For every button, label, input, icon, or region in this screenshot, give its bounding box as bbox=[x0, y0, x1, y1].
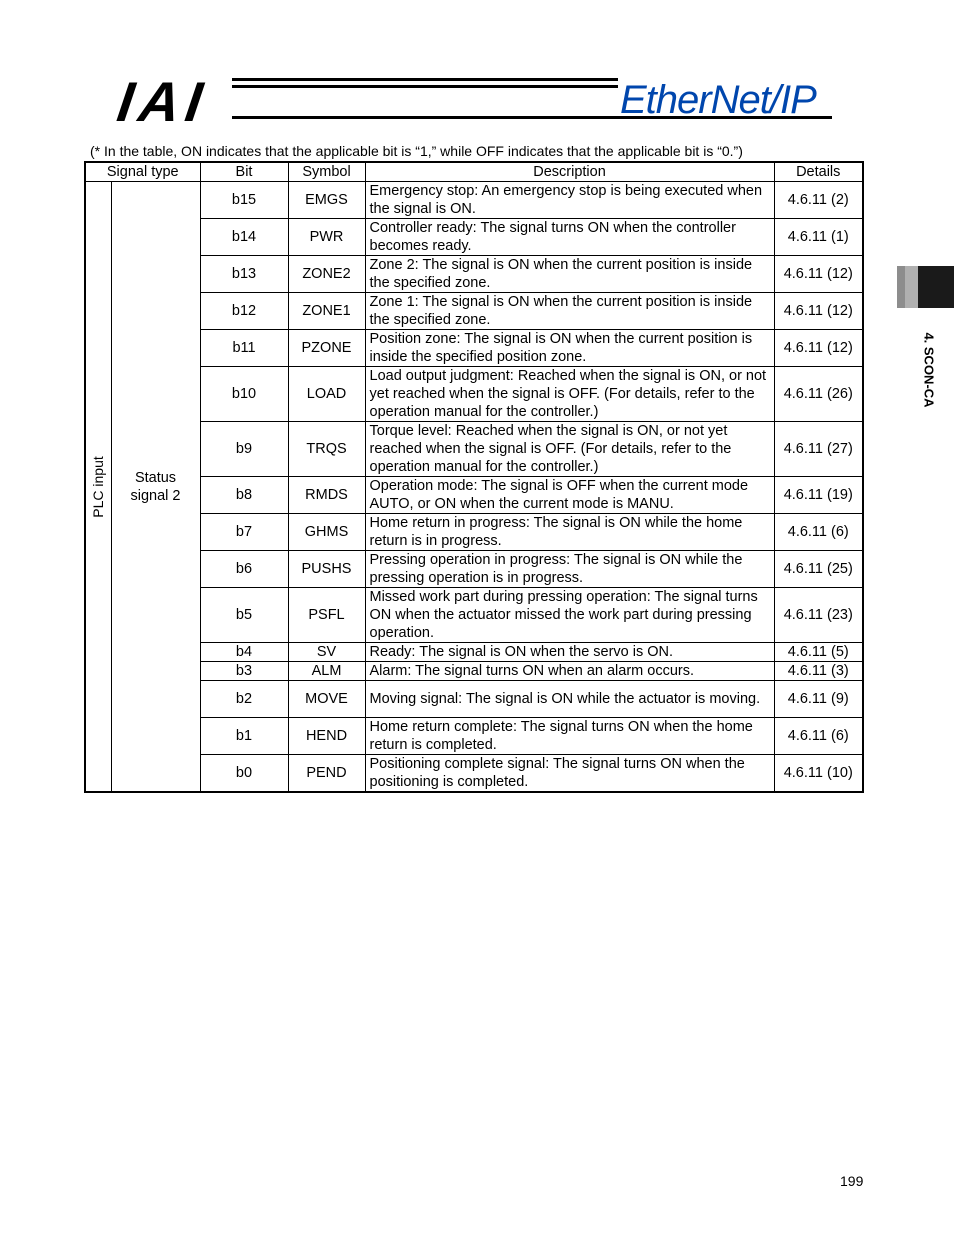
bit-cell: b1 bbox=[200, 718, 288, 755]
column-header-details: Details bbox=[774, 162, 863, 182]
description-cell: Pressing operation in progress: The signal is ON while the pressing operation is in progress. bbox=[365, 551, 774, 588]
details-cell: 4.6.11 (26) bbox=[774, 367, 863, 422]
table-row bbox=[85, 551, 863, 588]
symbol-cell: TRQS bbox=[288, 422, 365, 477]
description-cell: Missed work part during pressing operation: The signal turns ON when the actuator missed the work part during pressing operation. bbox=[365, 588, 774, 643]
description-cell: Zone 2: The signal is ON when the current position is inside the specified zone. bbox=[365, 256, 774, 293]
details-cell: 4.6.11 (23) bbox=[774, 588, 863, 643]
details-cell: 4.6.11 (6) bbox=[774, 514, 863, 551]
details-cell: 4.6.11 (12) bbox=[774, 293, 863, 330]
column-header-description: Description bbox=[365, 162, 774, 182]
details-cell: 4.6.11 (10) bbox=[774, 755, 863, 793]
header-rule bbox=[232, 85, 618, 88]
bit-cell: b8 bbox=[200, 477, 288, 514]
signal-category-cell bbox=[85, 182, 111, 793]
description-cell: Torque level: Reached when the signal is ON, or not yet reached when the signal is OFF. (For details, refer to the operation manual for the controller.) bbox=[365, 422, 774, 477]
bit-cell: b14 bbox=[200, 219, 288, 256]
details-cell: 4.6.11 (25) bbox=[774, 551, 863, 588]
symbol-cell: RMDS bbox=[288, 477, 365, 514]
ethernet-ip-title: EtherNet/IP bbox=[620, 78, 816, 122]
symbol-cell: PZONE bbox=[288, 330, 365, 367]
details-cell: 4.6.11 (2) bbox=[774, 182, 863, 219]
description-cell: Emergency stop: An emergency stop is being executed when the signal is ON. bbox=[365, 182, 774, 219]
table-note: (* In the table, ON indicates that the applicable bit is “1,” while OFF indicates that the applicable bit is “0.”) bbox=[90, 143, 743, 159]
description-cell: Positioning complete signal: The signal turns ON when the positioning is completed. bbox=[365, 755, 774, 793]
symbol-cell: HEND bbox=[288, 718, 365, 755]
table-row bbox=[85, 662, 863, 681]
symbol-cell: LOAD bbox=[288, 367, 365, 422]
details-cell: 4.6.11 (9) bbox=[774, 681, 863, 718]
page-number: 199 bbox=[840, 1173, 864, 1189]
symbol-cell: PWR bbox=[288, 219, 365, 256]
bit-cell: b12 bbox=[200, 293, 288, 330]
bit-cell: b13 bbox=[200, 256, 288, 293]
details-cell: 4.6.11 (1) bbox=[774, 219, 863, 256]
symbol-cell: ZONE2 bbox=[288, 256, 365, 293]
details-cell: 4.6.11 (12) bbox=[774, 256, 863, 293]
table-row bbox=[85, 422, 863, 477]
header-rule bbox=[232, 78, 618, 81]
symbol-cell: MOVE bbox=[288, 681, 365, 718]
symbol-cell: PUSHS bbox=[288, 551, 365, 588]
description-cell: Home return in progress: The signal is ON while the home return is in progress. bbox=[365, 514, 774, 551]
table-row bbox=[85, 755, 863, 793]
details-cell: 4.6.11 (19) bbox=[774, 477, 863, 514]
signal-group-cell: Status signal 2 bbox=[111, 182, 200, 793]
column-header-bit: Bit bbox=[200, 162, 288, 182]
side-tab-gray-light bbox=[905, 266, 919, 308]
description-cell: Ready: The signal is ON when the servo is ON. bbox=[365, 643, 774, 662]
bit-cell: b3 bbox=[200, 662, 288, 681]
bit-cell: b7 bbox=[200, 514, 288, 551]
details-cell: 4.6.11 (3) bbox=[774, 662, 863, 681]
description-cell: Alarm: The signal turns ON when an alarm occurs. bbox=[365, 662, 774, 681]
table-body bbox=[85, 182, 863, 793]
symbol-cell: SV bbox=[288, 643, 365, 662]
description-cell: Load output judgment: Reached when the signal is ON, or not yet reached when the signal is OFF. (For details, refer to the operation manual for the controller.) bbox=[365, 367, 774, 422]
description-cell: Controller ready: The signal turns ON when the controller becomes ready. bbox=[365, 219, 774, 256]
table-row bbox=[85, 643, 863, 662]
table-row bbox=[85, 477, 863, 514]
bit-cell: b6 bbox=[200, 551, 288, 588]
symbol-cell: PEND bbox=[288, 755, 365, 793]
description-cell: Moving signal: The signal is ON while the actuator is moving. bbox=[365, 681, 774, 718]
column-header-symbol: Symbol bbox=[288, 162, 365, 182]
bit-cell: b4 bbox=[200, 643, 288, 662]
iai-logo: IAI bbox=[113, 70, 213, 133]
table-header-row bbox=[85, 162, 863, 182]
table-row bbox=[85, 256, 863, 293]
table-row bbox=[85, 681, 863, 718]
bit-cell: b5 bbox=[200, 588, 288, 643]
details-cell: 4.6.11 (27) bbox=[774, 422, 863, 477]
symbol-cell: GHMS bbox=[288, 514, 365, 551]
table-row bbox=[85, 367, 863, 422]
table-row bbox=[85, 182, 863, 219]
table-row bbox=[85, 219, 863, 256]
table-row bbox=[85, 514, 863, 551]
description-cell: Home return complete: The signal turns ON when the home return is completed. bbox=[365, 718, 774, 755]
details-cell: 4.6.11 (5) bbox=[774, 643, 863, 662]
bit-cell: b2 bbox=[200, 681, 288, 718]
details-cell: 4.6.11 (6) bbox=[774, 718, 863, 755]
description-cell: Position zone: The signal is ON when the current position is inside the specified position zone. bbox=[365, 330, 774, 367]
details-cell: 4.6.11 (12) bbox=[774, 330, 863, 367]
column-header-signal-type: Signal type bbox=[85, 162, 200, 182]
table-row bbox=[85, 718, 863, 755]
bit-cell: b15 bbox=[200, 182, 288, 219]
bit-cell: b9 bbox=[200, 422, 288, 477]
symbol-cell: ALM bbox=[288, 662, 365, 681]
symbol-cell: ZONE1 bbox=[288, 293, 365, 330]
table-row bbox=[85, 588, 863, 643]
symbol-cell: EMGS bbox=[288, 182, 365, 219]
description-cell: Operation mode: The signal is OFF when the current mode AUTO, or ON when the current mode is MANU. bbox=[365, 477, 774, 514]
symbol-cell: PSFL bbox=[288, 588, 365, 643]
bit-cell: b0 bbox=[200, 755, 288, 793]
signal-category-label: PLC input bbox=[90, 455, 107, 518]
bit-cell: b11 bbox=[200, 330, 288, 367]
description-cell: Zone 1: The signal is ON when the current position is inside the specified zone. bbox=[365, 293, 774, 330]
signal-table bbox=[84, 161, 864, 793]
side-tab-black bbox=[918, 266, 954, 308]
table-row bbox=[85, 293, 863, 330]
bit-cell: b10 bbox=[200, 367, 288, 422]
table-row bbox=[85, 330, 863, 367]
side-chapter-label: 4. SCON-CA bbox=[921, 332, 937, 408]
